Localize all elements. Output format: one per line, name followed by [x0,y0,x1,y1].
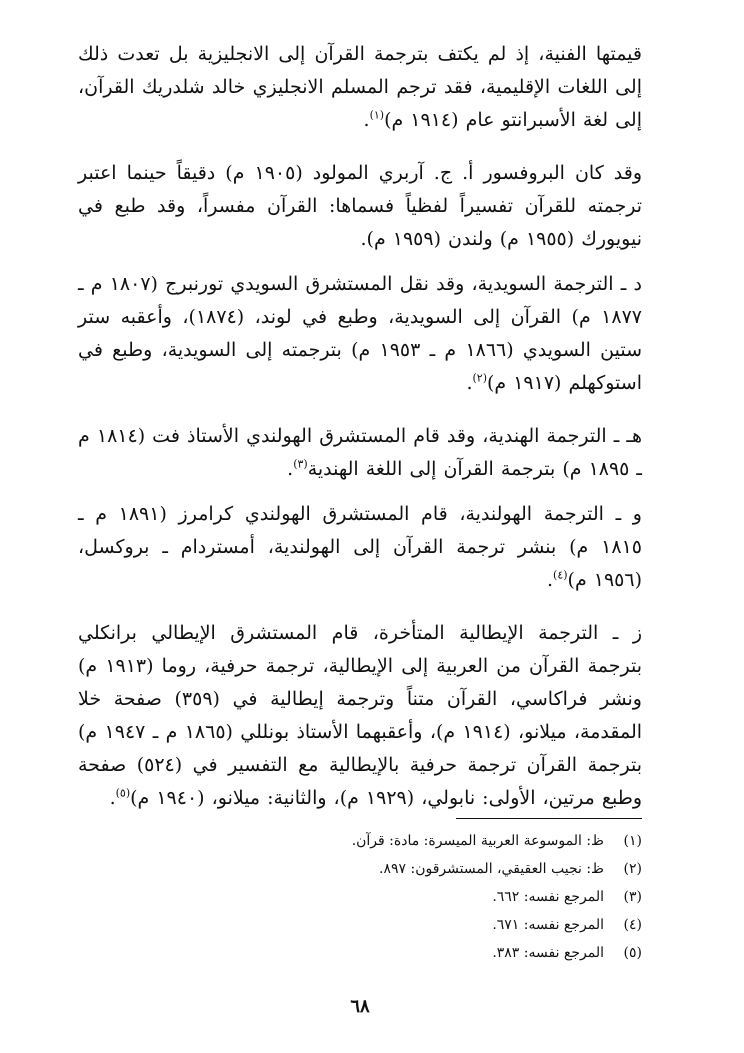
page-number: ٦٨ [350,996,370,1017]
footnote-item [78,911,642,939]
book-page [78,38,642,1028]
footnote-text: المرجع نفسه: ٦٦٢. [492,889,604,905]
paragraph-indian-translation: هـ ـ الترجمة الهندية، وقد قام المستشرق الهولندي الأستاذ فت (١٨١٤ م ـ ١٨٩٥ م) بترجمة القرآن إلى اللغة الهندية$^{(٣)}$. [78,425,642,480]
footnote-text: ظ: الموسوعة العربية الميسرة: مادة: قرآن. [351,833,604,849]
paragraph-italian-translation: ز ـ الترجمة الإيطالية المتأخرة، قام المستشرق الإيطالي برانكلي بترجمة القرآن من العربية إلى الإيطالية، ترجمة حرفية، روما (١٩١٣ م) ونشر فراكاسي، القرآن متناً وترجمة إيطالية في (٣٥٩) صفحة خلا المقدمة، ميلانو، (١٩١٤ م)، وأعقبهما الأستاذ بونللي (١٨٦٥ م ـ ١٩٤٧ م) بترجمة القرآن ترجمة حرفية بالإيطالية مع التفسير في (٥٢٤) صفحة وطبع مرتين، الأولى: نابولي، (١٩٢٩ م)، والثانية: ميلانو، (١٩٤٠ م)$^{(٥)}$. [78,622,643,809]
paragraph-english-translations: قيمتها الفنية، إذ لم يكتف بترجمة القرآن إلى الانجليزية بل تعدت ذلك إلى اللغات الإقليمية، فقد ترجم المسلم الانجليزي خالد شلدريك القرآن، إلى لغة الأسبرانتو عام (١٩١٤ م)$^{(١)}$. [78,43,642,131]
footnote-number: (٣) [623,889,642,905]
footnote-text: المرجع نفسه: ٣٨٣. [492,945,604,961]
footnote-number: (٢) [623,861,642,877]
paragraph-dutch-translation: و ـ الترجمة الهولندية، قام المستشرق الهولندي كرامرز (١٨٩١ م ـ ١٨١٥ م) بنشر ترجمة القرآن إلى الهولندية، أمستردام ـ بروكسل، (١٩٥٦ م)$^{(٤)}$. [78,503,642,591]
footnote-item [78,855,642,883]
footnote-ref-4: (٤) [553,568,568,582]
paragraph-swedish-translation: د ـ الترجمة السويدية، وقد نقل المستشرق السويدي تورنبرج (١٨٠٧ م ـ ١٨٧٧ م) القرآن إلى السويدية، وطبع في لوند، (١٨٧٤)، وأعقبه ستر ستين السويدي (١٨٦٦ م ـ ١٩٥٣ م) بترجمته إلى السويدية، وطبع في استوكهلم (١٩١٧ م)$^{(٢)}$. [78,273,642,394]
footnote-ref-1: (١) [369,108,385,122]
footnote-number: (٥) [623,945,642,961]
footnote-number: (١) [623,833,642,849]
footnote-text: ظ: نجيب العقيقي، المستشرقون: ٨٩٧. [379,861,604,877]
paragraph-arberry: وقد كان البروفسور أ. ج. آربري المولود (١٩٠٥ م) دقيقاً حينما اعتبر ترجمته للقرآن تفسيراً لفظياً فسماها: القرآن مفسراً، وقد طبع في نيويورك (١٩٥٥ م) ولندن (١٩٥٩ م). [78,162,642,250]
footnote-divider [456,818,642,819]
footnote-text: المرجع نفسه: ٦٧١. [492,917,604,933]
footnote-item [78,883,642,911]
footnote-ref-5: (٥) [115,786,131,800]
footnote-ref-3: (٣) [293,457,308,471]
footnote-item [78,827,642,855]
footnote-ref-2: (٢) [472,371,487,385]
footnote-item [78,939,642,967]
footnotes-list [78,827,642,967]
footnote-number: (٤) [623,917,642,933]
